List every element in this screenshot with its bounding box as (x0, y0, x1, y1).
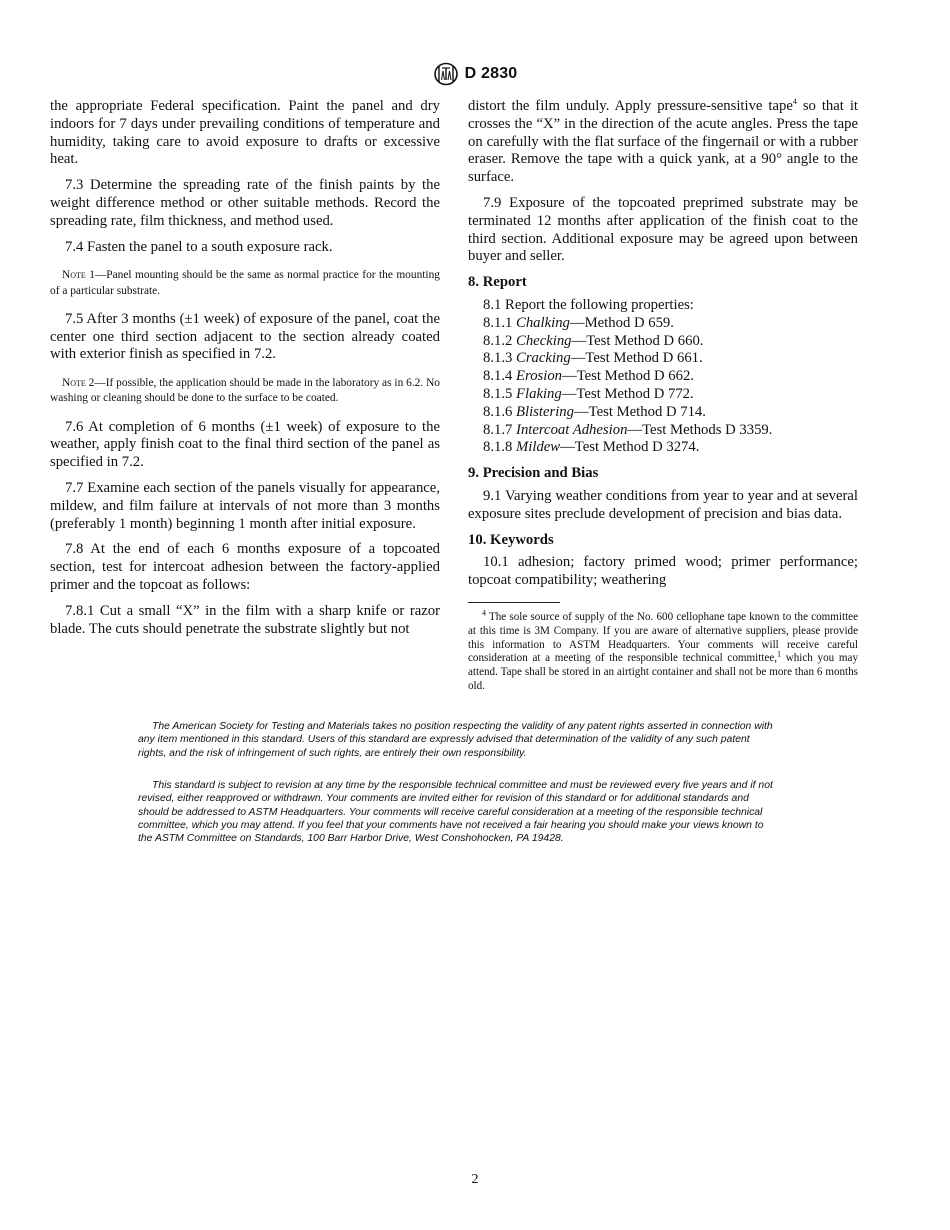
section-7-5: 7.5 After 3 months (±1 week) of exposure of the panel, coat the center one third section adjacent to the section already coated with exterior finish as specified in 7.2. (50, 310, 440, 363)
astm-logo-icon (433, 62, 459, 86)
paragraph-continued: the appropriate Federal specification. Paint the panel and dry indoors for 7 days under prevailing conditions of temperature and humidity, taking care to avoid exposure to drafts or excessive heat. (50, 98, 440, 168)
section-8-1: 8.1 Report the following properties: (483, 296, 694, 313)
paragraph-continued: distort the film unduly. Apply pressure-sensitive tape$^4$ so that it crosses the “X” in the direction of the acute angles. Press the tape on carefully with the flat surface of the fingernail or with a rubber eraser. Remove the tape with a quick yank, at a 90° angle to the surface. (468, 97, 858, 186)
list-item: 8.1.1 Chalking—Method D 659. (483, 314, 674, 331)
list-item: 8.1.6 Blistering—Test Method D 714. (483, 403, 706, 420)
list-item: 8.1.4 Erosion—Test Method D 662. (483, 368, 694, 385)
page-header (0, 62, 950, 86)
section-7-6: 7.6 At completion of 6 months (±1 week) of exposure to the weather, apply finish coat to the final third section of the panel as specified in 7.2. (50, 418, 440, 471)
section-7-4: 7.4 Fasten the panel to a south exposure rack. (65, 238, 333, 255)
revision-notice: This standard is subject to revision at any time by the responsible technical committee and must be reviewed every five years and if not revised, either reapproved or withdrawn. Your comments are invited either for revision of this standard or for additional standards and should be addressed to ASTM Headquarters. Your comments will receive careful consideration at a meeting of the responsible technical committee, which you may attend. If you feel that your comments have not received a fair hearing you should make your views known to the ASTM Committee on Standards, 100 Barr Harbor Drive, West Conshohocken, PA 19428. (138, 780, 773, 845)
footnote-divider (468, 602, 560, 603)
section-7-3: 7.3 Determine the spreading rate of the finish paints by the weight difference method or other suitable methods. Record the spreading rate, film thickness, and method used. (50, 177, 440, 229)
section-9-1: 9.1 Varying weather conditions from year to year and at several exposure sites preclude development of precision and bias data. (468, 487, 858, 522)
section-heading-keywords: 10. Keywords (468, 531, 554, 548)
note-1: Note 1—Panel mounting should be the same as normal practice for the mounting of a particular substrate. (50, 269, 440, 297)
footnote-ref: 4 (792, 97, 797, 107)
page-number: 2 (471, 1172, 479, 1187)
left-column (50, 98, 440, 638)
list-item: 8.1.7 Intercoat Adhesion—Test Methods D 3359. (483, 421, 773, 438)
section-10-1: 10.1 adhesion; factory primed wood; primer performance; topcoat compatibility; weathering (468, 554, 858, 589)
list-item: 8.1.5 Flaking—Test Method D 772. (483, 385, 694, 402)
section-7-8-1: 7.8.1 Cut a small “X” in the film with a sharp knife or razor blade. The cuts should penetrate the substrate slightly but not (50, 602, 440, 637)
section-7-9: 7.9 Exposure of the topcoated preprimed substrate may be terminated 12 months after application of the finish coat to the third section. Additional exposure may be agreed upon between buyer and seller. (468, 194, 858, 265)
footnote-4: $^4$ The sole source of supply of the No. 600 cellophane tape known to the committee at this time is 3M Company. If you are aware of alternative suppliers, please provide this information to ASTM Headquarters. Your comments will receive careful consideration at a meeting of the responsible technical committee,$^1$ which you may attend. Tape shall be stored in an airtight container and shall not be more than 6 months old. (468, 608, 858, 692)
right-column (468, 98, 858, 694)
section-7-7: 7.7 Examine each section of the panels visually for appearance, mildew, and film failure at intervals of not more than 3 months (preferably 1 month) beginning 1 month after initial exposure. (50, 479, 440, 532)
patent-disclaimer: The American Society for Testing and Materials takes no position respecting the validity of any patent rights asserted in connection with any item mentioned in this standard. Users of this standard are expressly advised that determination of the validity of any such patent rights, and the risk of infringement of such rights, are entirely their own responsibility. (138, 721, 773, 759)
report-list (468, 297, 858, 457)
standard-designation: D 2830 (464, 65, 518, 82)
list-item: 8.1.8 Mildew—Test Method D 3274. (483, 439, 700, 456)
section-heading-precision: 9. Precision and Bias (468, 465, 599, 482)
section-heading-report: 8. Report (468, 274, 527, 291)
list-item: 8.1.2 Checking—Test Method D 660. (483, 332, 704, 349)
list-item: 8.1.3 Cracking—Test Method D 661. (483, 350, 703, 367)
note-2: Note 2—If possible, the application should be made in the laboratory as in 6.2. No washing or cleaning should be done to the surface to be coated. (50, 377, 440, 405)
section-7-8: 7.8 At the end of each 6 months exposure of a topcoated section, test for intercoat adhesion between the factory-applied primer and the topcoat as follows: (50, 541, 440, 593)
